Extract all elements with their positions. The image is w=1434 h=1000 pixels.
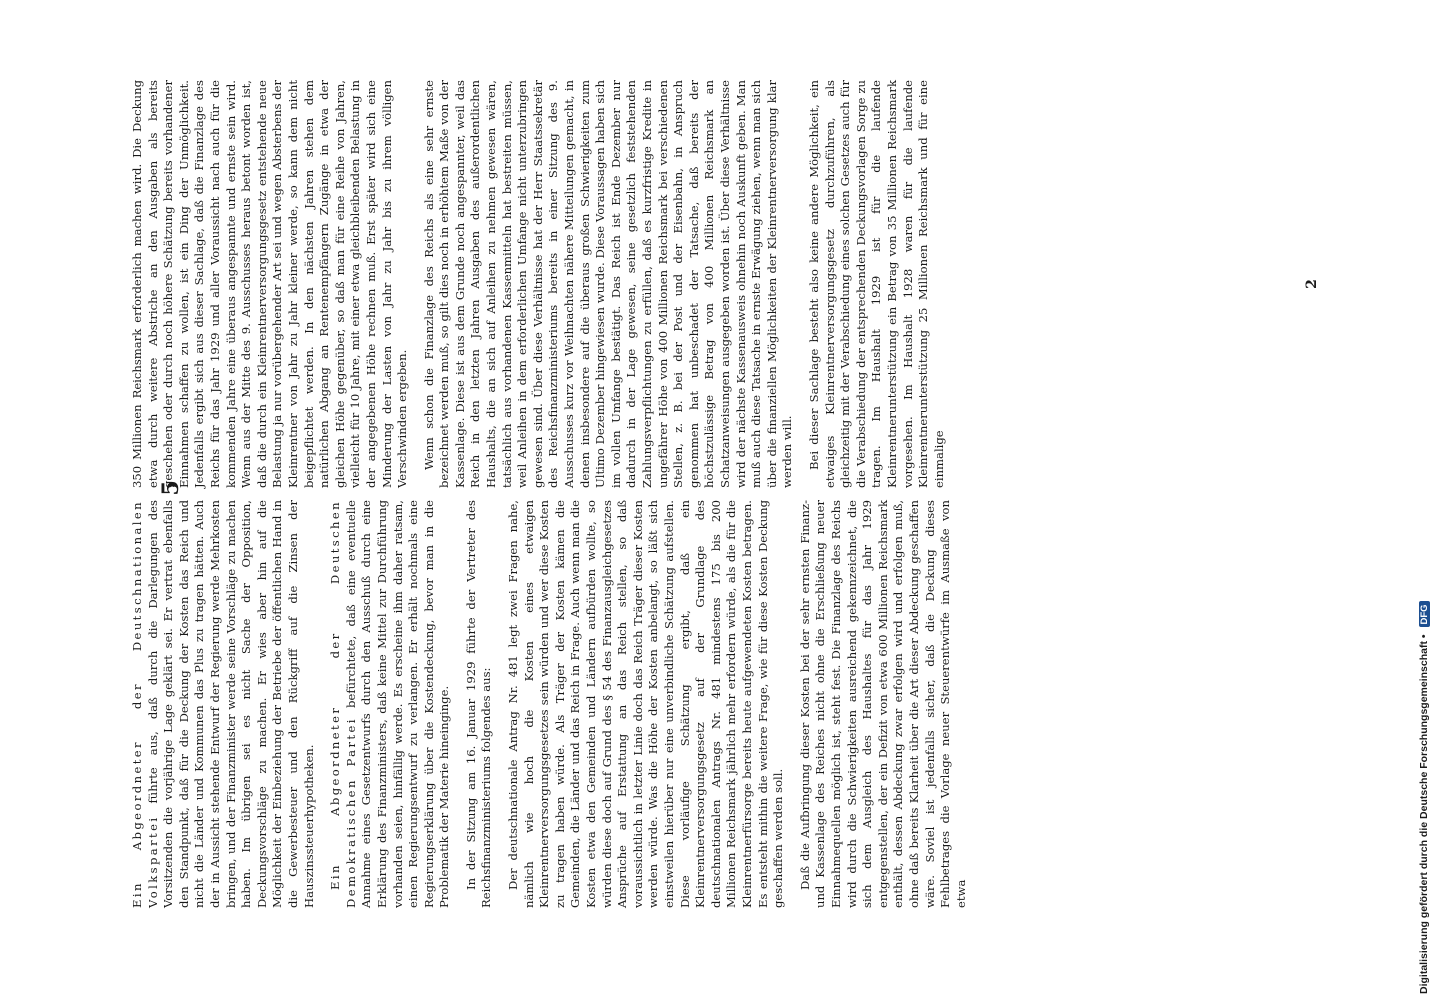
speaker-label: Ein Abgeordneter der Deutschnationalen Volkspartei: [130, 500, 160, 908]
paragraph-text: befürchtete, daß eine eventuelle Annahme eines Gesetzentwurfs durch den Ausschuß durch eine Erklärung des Finanzministers, daß keine Mittel zur Durchführung vorhanden seien, hinfällig werde. Es erscheine ihm daher ratsam, einen Regierungsentwurf zu verlangen. Er erhält nochmals eine Regierungserklärung über die Kostendeckung, bevor man in die Problematik der Materie hineinginge.: [343, 500, 452, 908]
paragraph: Der deutschnationale Antrag Nr. 481 legt zwei Fragen nahe, nämlich wie hoch die Kosten eines etwaigen Kleinrentnerversorgungsgesetzes sein würden und wer diese Kosten zu tragen haben würde. Als Träger der Kosten kämen die Gemeinden, die Länder und das Reich in Frage. Auch wenn man die Kosten etwa den Gemeinden und Ländern aufbürden wollte, so würden diese doch auf Grund des § 54 des Finanzausgleichgesetzes Ansprüche auf Erstattung an das Reich stellen, so daß voraussichtlich in letzter Linie doch das Reich Träger dieser Kosten werden würde. Was die Höhe der Kosten anbelangt, so läßt sich einstweilen hierüber nur eine unverbindliche Schätzung aufstellen. Diese vorläufige Schätzung ergibt, daß ein Kleinrentnerversorgungsgesetz auf der Grundlage des deutschnationalen Antrags Nr. 481 mindestens 175 bis 200 Millionen Reichsmark jährlich mehr erfordern würde, als die für die Kleinrentnerfürsorge bereits heute aufgewendeten Kosten betragen. Es entsteht mithin die weitere Frage, wie für diese Kosten Deckung geschaffen werden soll.: [506, 500, 786, 908]
paragraph: [130, 500, 317, 908]
paragraph-text: führte aus, daß durch die Darlegungen des Vorsitzenden die vorjährige Lage geklärt sei. Er vertrat ebenfalls den Standpunkt, daß für die Deckung der Kosten das Reich und nicht die Länder und Kommunen das Plus zu tragen hätten. Auch der in Aussicht stehende Entwurf der Regierung werde Mehrkosten bringen, und der Finanzminister werde seine Vorschläge zu machen haben. Im übrigen sei es nicht Sache der Opposition, Deckungsvorschläge zu machen. Er wies aber hin auf die Möglichkeit der Einbeziehung der Betriebe der öffentlichen Hand in die Gewerbesteuer und den Rückgriff auf die Zinsen der Hauszinssteuerhypotheken.: [145, 500, 316, 908]
rotated-page: [130, 80, 1330, 908]
text-column-left: [130, 500, 980, 908]
speaker-label: Ein Abgeordneter der Deutschen Demokratischen Partei: [328, 500, 358, 908]
paragraph: [328, 500, 453, 908]
paragraph: Wenn schon die Finanzlage des Reichs als eine sehr ernste bezeichnet werden muß, so gilt dies noch in erhöhtem Maße von der Kassenlage. Diese ist aus dem Grunde noch angespannter, weil das Reich in den letzten Jahren Ausgaben des außerordentlichen Haushalts, die an sich auf Anleihen zu nehmen gewesen wären, tatsächlich aus vorhandenen Kassenmitteln hat bestreiten müssen, weil Anleihen in dem erforderlichen Umfange nicht unterzubringen gewesen sind. Über diese Verhältnisse hat der Herr Staatssekretär des Reichsfinanzministeriums bereits in einer Sitzung des 9. Ausschusses kurz vor Weihnachten nähere Mitteilungen gemacht, in denen insbesondere auf die überaus großen Schwierigkeiten zum Ultimo Dezember hingewiesen wurde. Diese Voraussagen haben sich im vollen Umfange bestätigt. Das Reich ist Ende Dezember nur dadurch in der Lage gewesen, seine gesetzlich feststehenden Zahlungsverpflichtungen zu erfüllen, daß es kurzfristige Kredite in ungefährer Höhe von 400 Millionen Reichsmark bei verschiedenen Stellen, z. B. bei der Post und der Eisenbahn, in Anspruch genommen hat unbeschadet der Tatsache, daß bereits der höchstzulässige Betrag von 400 Millionen Reichsmark an Schatzanweisungen ausgegeben worden ist. Über diese Verhältnisse wird der nächste Kassenausweis ohnehin noch Auskunft geben. Man muß auch diese Tatsache in ernste Erwägung ziehen, wenn man sich über die finanziellen Möglichkeiten der Kleinrentnerversorgung klar werden will.: [421, 80, 795, 488]
credit-separator: •: [1418, 631, 1430, 642]
dfg-logo: DFG: [1419, 601, 1430, 627]
paragraph: Bei dieser Sachlage besteht also keine andere Möglichkeit, ein etwaiges Kleinrentnerversorgungsgesetz durchzuführen, als gleichzeitig mit der Verabschiedung eines solchen Gesetzes auch für die Verabschiedung der entsprechenden Deckungsvorlagen Sorge zu tragen. Im Haushalt 1929 ist für die laufende Kleinrentnerunterstützung ein Betrag von 35 Millionen Reichsmark vorgesehen. Im Haushalt 1928 waren für die laufende Kleinrentnerunterstützung 25 Millionen Reichsmark und für eine einmalige: [806, 80, 946, 488]
paragraph: In der Sitzung am 16. Januar 1929 führte der Vertreter des Reichsfinanzministeriums folgendes aus:: [463, 500, 494, 908]
paragraph: 350 Millionen Reichsmark erforderlich machen wird. Die Deckung etwa durch weitere Abstriche an den Ausgaben als bereits geschehen oder durch noch höhere Schätzung bereits vorhandener Einnahmen schaffen zu wollen, ist ein Ding der Unmöglichkeit. Jedenfalls ergibt sich aus dieser Sachlage, daß die Finanzlage des Reichs für das Jahr 1929 und aller Voraussicht nach auch für die kommenden Jahre eine überaus angespannte und ernste sein wird. Wenn aus der Mitte des 9. Ausschusses heraus betont worden ist, daß die durch ein Kleinrentnerversorgungsgesetz entstehende neue Belastung ja nur vorübergehender Art sei und wegen Absterbens der Kleinrentner von Jahr zu Jahr kleiner werde, so kann dem nicht beigepflichtet werden. In den nächsten Jahren stehen dem natürlichen Abgang an Rentenempfängern Zugänge in etwa der gleichen Höhe gegenüber, so daß man für eine Reihe von Jahren, vielleicht für 10 Jahre, mit einer etwa gleichbleibenden Belastung in der angegebenen Höhe rechnen muß. Erst später wird sich eine Minderung der Lasten von Jahr zu Jahr bis zu ihrem völligen Verschwinden ergeben.: [130, 80, 410, 488]
paragraph: Daß die Aufbringung dieser Kosten bei der sehr ernsten Finanz- und Kassenlage des Reiches nicht ohne die Erschließung neuer Einnahmequellen möglich ist, steht fest. Die Finanzlage des Reichs wird durch die Schwierigkeiten ausreichend gekennzeichnet, die sich dem Ausgleich des Haushaltes für das Jahr 1929 entgegenstellen, der ein Defizit von etwa 600 Millionen Reichsmark enthält, dessen Abdeckung zwar erfolgen wird und erfolgen muß, ohne daß bereits Klarheit über die Art dieser Abdeckung geschaffen wäre. Soviel ist jedenfalls sicher, daß die Deckung dieses Fehlbetrages die Vorlage neuer Steuerentwürfe im Ausmaße von etwa: [797, 500, 968, 908]
text-column-right: [130, 80, 958, 488]
footer-number: 2: [1304, 279, 1320, 289]
credit-text: Digitalisierung gefördert durch die Deutsche Forschungsgemeinschaft: [1418, 641, 1430, 994]
digitization-credit: [1418, 14, 1430, 994]
page-number: 5: [158, 480, 184, 496]
